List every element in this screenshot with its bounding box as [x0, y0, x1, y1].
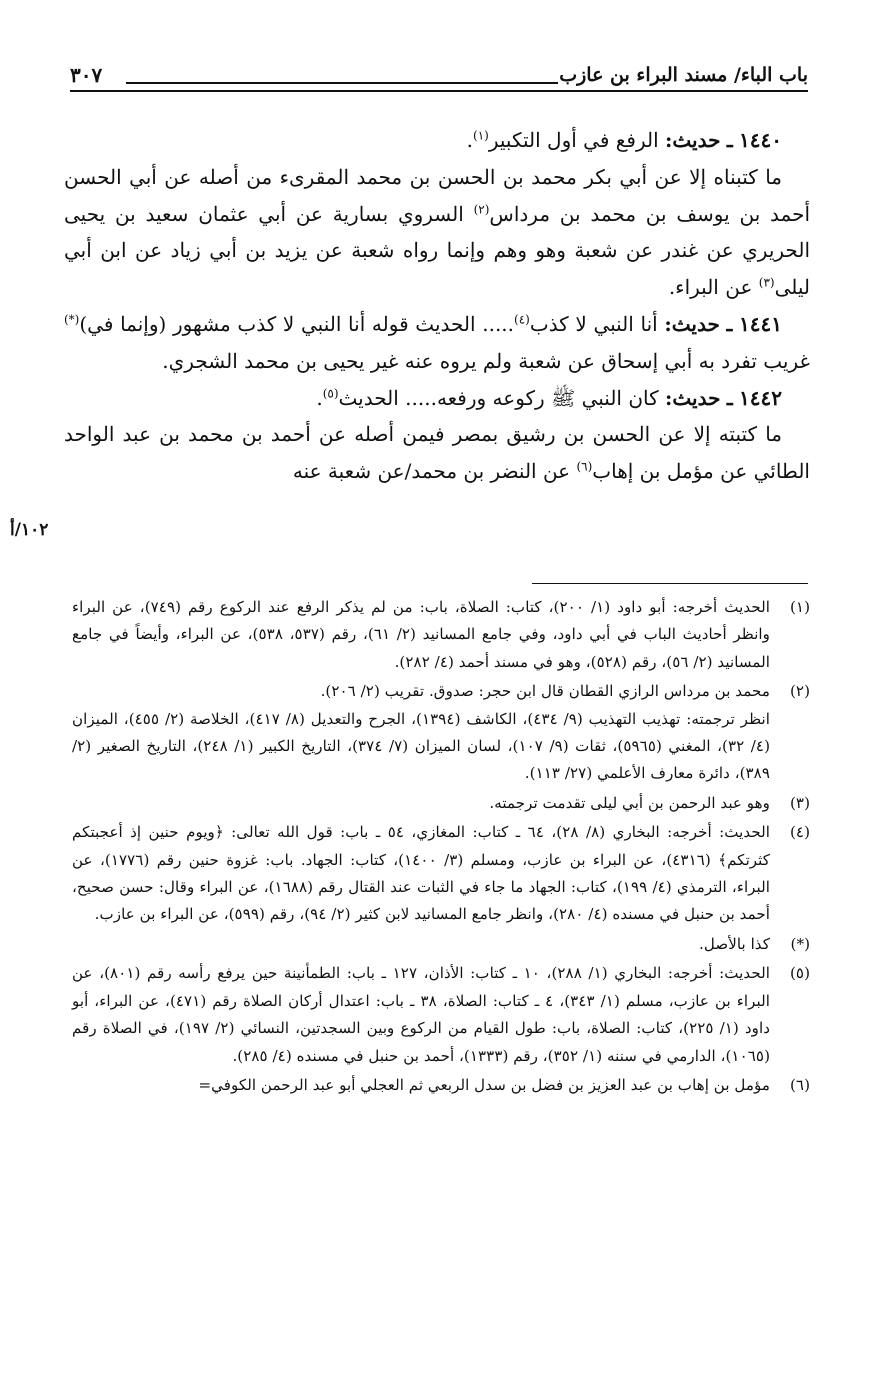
running-header: [70, 60, 808, 96]
page-number: ٣٠٧: [70, 63, 103, 87]
footnotes: [72, 594, 810, 1101]
commentary-paragraph: ما كتبته إلا عن الحسن بن رشيق بمصر فيمن أصله عن أحمد بن محمد بن عبد الواحد الطائي عن مؤمل بن إهاب$^{(٦)}$ عن النضر بن محمد/عن شعبة عنه: [64, 422, 810, 484]
header-rule: [70, 90, 808, 92]
main-text: [64, 122, 810, 490]
hadith-label: حديث:: [665, 128, 721, 152]
footnote-1: [72, 594, 810, 676]
hadith-text: أنا النبي لا كذب: [529, 311, 658, 336]
hadith-entry-1442: ١٤٤٢ ـ حديث: كان النبي ﷺ ركوعه ورفعه..... الحديث$^{(٥)}$.: [316, 385, 782, 410]
hadith-number: ١٤٤٠: [739, 128, 782, 152]
footnote-asterisk: [72, 931, 810, 958]
footnote-number: (٤): [789, 823, 810, 842]
footnote-number: (*): [790, 934, 810, 953]
footnote-text: الحديث: أخرجه: البخاري (٨/ ٢٨)، ٦٤ ـ كتاب: المغازي، ٥٤ ـ باب: قول الله تعالى: ﴿ويوم حنين إذ أعجبتكم كثرتكم﴾ (٤٣١٦)، عن البراء بن عازب، ومسلم (٣/ ١٤٠٠)، كتاب: الجهاد. باب: غزوة حنين رقم (١٧٧٦)، عن البراء، الترمذي (٤/ ١٩٩)، كتاب: الجهاد ما جاء في الثبات عند القتال رقم (١٦٨٨)، عن البراء وقال: حسن صحيح، أحمد بن حنبل في مسنده (٤/ ٢٨٠)، وانظر جامع المسانيد لابن كثير (٢/ ٩٤)، رقم (٥٩٩)، عن البراء بن عازب.: [72, 823, 770, 924]
commentary-paragraph: ما كتبناه إلا عن أبي بكر محمد بن الحسن بن محمد المقرىء من أصله عن أبي الحسن أحمد بن يوسف بن محمد بن مرداس$^{(٢)}$ السروي بسارية عن أبي عثمان سعيد بن يحيى الحريري عن غندر عن شعبة وهو وهم وإنما رواه شعبة عن يزيد بن أبي زياد عن ابن أبي ليلى$^{(٣)}$ عن البراء.: [64, 164, 811, 300]
footnote-number: (٦): [789, 1075, 810, 1094]
footnote-2: [72, 678, 810, 788]
margin-folio-note: ١٠٢/أ: [10, 520, 49, 540]
hadith-entry-1440: ١٤٤٠ ـ حديث: الرفع في أول التكبير$^{(١)}$.: [466, 128, 782, 152]
hadith-number: ١٤٤٢: [739, 385, 782, 410]
hadith-entry-1441: ١٤٤١ ـ حديث: أنا النبي لا كذب$^{(٤)}$..... الحديث قوله أنا النبي لا كذب مشهور (وإنما في)(*) غريب تفرد به أبي إسحاق عن شعبة ولم يروه عنه غير يحيى بن محمد الشجري.: [64, 311, 810, 373]
footnote-text: انظر ترجمته: تهذيب التهذيب (٩/ ٤٣٤)، الكاشف (١٣٩٤)، الجرح والتعديل (٨/ ٤١٧)، الخلاصة (٢/ ٤٥٥)، الميزان (٤/ ٣٢)، المغني (٥٩٦٥)، ثقات (٩/ ١٠٧)، لسان الميزان (٧/ ٣٧٤)، التاريخ الكبير (١/ ٢٤٨)، التاريخ الصغير (٢/ ٣٨٩)، دائرة معارف الأعلمي (٢٧/ ١١٣).: [72, 709, 770, 783]
footnote-ref: (٢): [473, 201, 490, 216]
footnote-ref: (٥): [322, 385, 339, 400]
footnote-ref: (٦): [576, 459, 593, 474]
footnote-number: (٥): [789, 964, 810, 983]
footnote-ref: (*): [64, 312, 80, 327]
footnote-number: (٢): [789, 682, 810, 701]
footnote-4: [72, 819, 810, 929]
footnote-ref: (٣): [758, 275, 775, 290]
hadith-label: حديث:: [665, 385, 721, 410]
footnote-text: الحديث أخرجه: أبو داود (١/ ٢٠٠)، كتاب: الصلاة، باب: من لم يذكر الرفع عند الركوع رقم (٧٤٩)، عن البراء وانظر أحاديث الباب في أبي داود، وفي جامع المسانيد (٢/ ٦١)، رقم (٥٣٧، ٥٣٨)، عن البراء، وأيضاً في جامع المسانيد (٢/ ٥٦)، رقم (٥٢٨)، وهو في مسند أحمد (٤/ ٢٨٢).: [72, 598, 770, 671]
footnote-ref: (٤): [514, 312, 530, 327]
footnote-text: محمد بن مرداس الرازي القطان قال ابن حجر: صدوق. تقريب (٢/ ٢٠٦).: [320, 682, 770, 701]
footnote-ref: (١): [473, 128, 489, 143]
footnote-text: مؤمل بن إهاب بن عبد العزيز بن فضل بن سدل الربعي ثم العجلي أبو عبد الرحمن الكوفي=: [198, 1075, 770, 1094]
hadith-text: كان النبي ﷺ ركوعه ورفعه..... الحديث: [338, 385, 659, 410]
hadith-label: حديث:: [664, 311, 720, 336]
header-title: باب الباء/ مسند البراء بن عازب: [559, 64, 808, 86]
footnote-separator: [532, 583, 808, 584]
footnote-3: [72, 790, 810, 817]
hadith-text: الرفع في أول التكبير: [488, 128, 659, 152]
footnote-5: [72, 960, 810, 1070]
header-dash-line: [126, 82, 558, 84]
footnote-number: (١): [789, 598, 810, 616]
footnote-6: [72, 1072, 810, 1099]
footnote-text: كذا بالأصل.: [699, 934, 770, 953]
footnote-number: (٣): [789, 793, 810, 812]
footnote-text: وهو عبد الرحمن بن أبي ليلى تقدمت ترجمته.: [489, 793, 770, 812]
hadith-number: ١٤٤١: [739, 311, 783, 336]
footnote-text: الحديث: أخرجه: البخاري (١/ ٢٨٨)، ١٠ ـ كتاب: الأذان، ١٢٧ ـ باب: الطمأنينة حين يرفع رأسه رقم (٨٠١)، عن البراء بن عازب، مسلم (١/ ٣٤٣)، ٤ ـ كتاب: الصلاة، ٣٨ ـ باب: اعتدال أركان الصلاة رقم (٤٧١)، عن البراء، أبو داود (١/ ٢٢٥)، كتاب: الصلاة، باب: طول القيام من الركوع وبين السجدتين، النسائي (٢/ ١٩٧)، في الصلاة رقم (١٠٦٥)، الدارمي في سننه (١/ ٣٥٢)، رقم (١٣٣٣)، أحمد بن حنبل في مسنده (٤/ ٢٨٥).: [72, 964, 771, 1065]
